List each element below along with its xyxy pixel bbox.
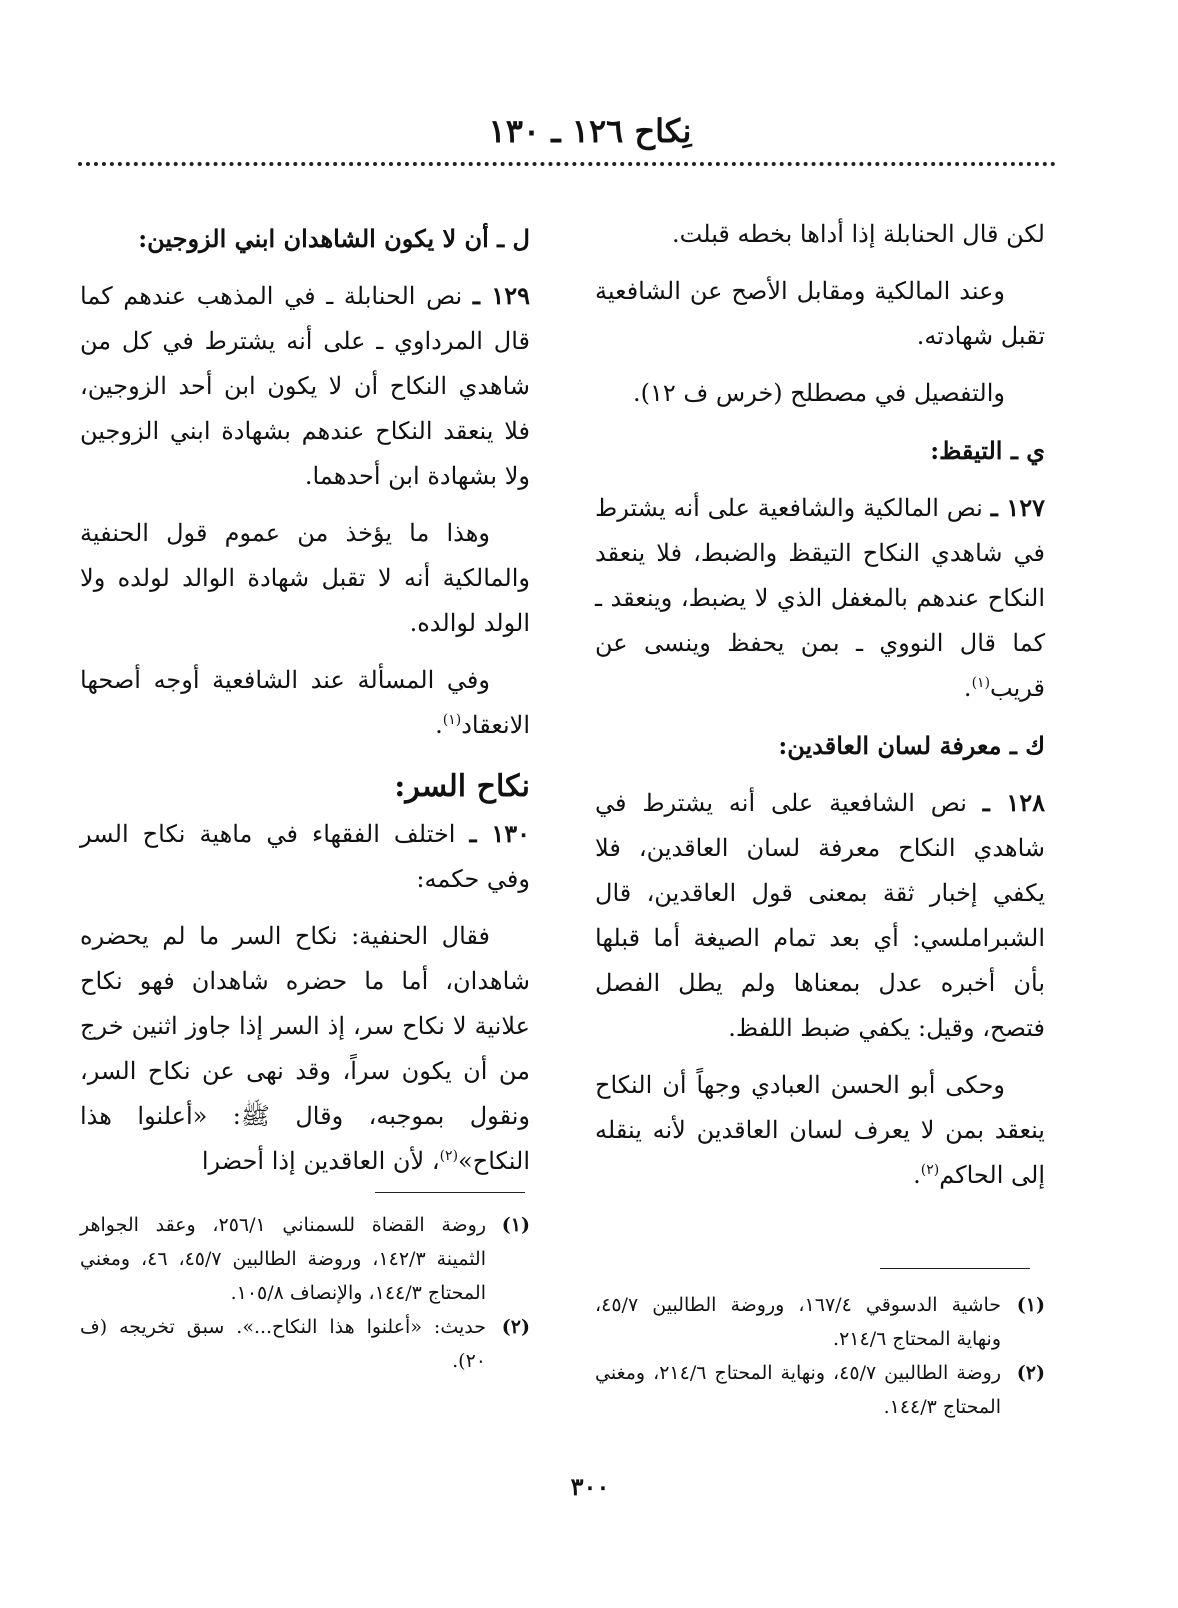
page-number: ٣٠٠ [570,1472,610,1501]
footnote-text: روضة القضاة للسمناني ٢٥٦/١، وعقد الجواهر الثمينة ١٤٢/٣، وروضة الطالبين ٤٥/٧، ٤٦، ومغني المحتاج ١٤٤/٣، والإنصاف ١٠٥/٨. [80,1214,487,1304]
paragraph-text: نص المالكية والشافعية على أنه يشترط في شاهدي النكاح التيقظ والضبط، فلا ينعقد النكاح عندهم بالمغفل الذي لا يضبط، وينعقد ـ كما قال النووي ـ بمن يحفظ وينسى عن قريب [595,494,1045,702]
left-column [80,212,530,1196]
section-heading-vigilance: ي ـ التيقظ: [930,436,1045,465]
footnote [80,1310,530,1378]
paragraph-129 [80,273,530,499]
paragraph: لكن قال الحنابلة إذا أداها بخطه قبلت. [672,220,1045,248]
paragraph-text: اختلف الفقهاء في ماهية نكاح السر وفي حكمه: [80,820,530,893]
section-heading-sons: ل ـ أن لا يكون الشاهدان ابني الزوجين: [138,224,530,253]
section-heading-language: ك ـ معرفة لسان العاقدين: [778,731,1045,760]
paragraph-text: فقال الحنفية: نكاح السر ما لم يحضره شاهدان، أما ما حضره شاهدان فهو نكاح علانية لا نكاح سر، إذ السر إذا جاوز اثنين خرج من أن يكون سراً، وقد نهى عن نكاح السر، ونقول بموجبه، وقال ﷺ: «أعلنوا هذا النكاح» [80,922,530,1175]
footnote [595,1288,1045,1356]
footnote-number: (١) [1016,1294,1045,1316]
header-dotted-rule [78,162,1056,166]
paragraph-number: ١٣٠ ـ [469,819,530,848]
footnotes-left [80,1208,530,1378]
paragraph-number: ١٢٧ ـ [990,493,1046,522]
paragraph-number: ١٢٩ ـ [472,281,530,310]
paragraph-130 [80,811,530,902]
footnote-text: حاشية الدسوقي ١٦٧/٤، وروضة الطالبين ٤٥/٧، ونهاية المحتاج ٢١٤/٦. [595,1294,1001,1350]
footnote-ref: (٢) [920,1162,940,1178]
footnote-text: روضة الطالبين ٤٥/٧، ونهاية المحتاج ٢١٤/٦، ومغني المحتاج ١٤٤/٣. [595,1362,1002,1418]
paragraph-text: وحكى أبو الحسن العبادي وجهاً أن النكاح ينعقد بمن لا يعرف لسان العاقدين لأنه ينقله إلى الحاكم [595,1071,1045,1189]
footnote-number: (٢) [1016,1362,1045,1384]
footnote-number: (٢) [501,1316,530,1338]
footnote-rule-left [375,1192,525,1193]
footnote-number: (١) [501,1214,530,1236]
right-column [595,212,1045,1210]
paragraph-text: نص الحنابلة ـ في المذهب عندهم كما قال المرداوي ـ على أنه يشترط في كل من شاهدي النكاح أن لا يكون ابن أحد الزوجين، فلا ينعقد النكاح عندهم بشهادة ابني الزوجين ولا بشهادة ابن أحدهما. [80,282,530,490]
footnote [80,1208,530,1310]
footnote-rule-right [880,1268,1030,1269]
paragraph: وهذا ما يؤخذ من عموم قول الحنفية والمالكية أنه لا تقبل شهادة الوالد لولده ولا الولد لوالده. [80,519,530,637]
footnote [595,1356,1045,1424]
paragraph-128 [595,780,1045,1051]
footnotes-right [595,1288,1045,1424]
paragraph [80,914,530,1184]
paragraph: وحكى أبو الحسن العبادي وجهاً أن النكاح ينعقد بمن لا يعرف لسان العاقدين لأنه ينقله إلى الحاكم$^{(٢)}$. [595,1071,1045,1189]
paragraph-127: ١٢٧ ـ نص المالكية والشافعية على أنه يشترط في شاهدي النكاح التيقظ والضبط، فلا ينعقد النكاح عندهم بالمغفل الذي لا يضبط، وينعقد ـ كما قال النووي ـ بمن يحفظ وينسى عن قريب$^{(١)}$. [595,493,1046,702]
paragraph-text: ، لأن العاقدين إذا أحضرا [201,1147,440,1175]
footnote-ref: (١) [442,712,462,728]
paragraph-number: ١٢٨ ـ [982,788,1045,817]
footnote-text: حديث: «أعلنوا هذا النكاح...». سبق تخريجه (ف ٢٠). [80,1316,486,1372]
paragraph-text: نص الشافعية على أنه يشترط في شاهدي النكاح معرفة لسان العاقدين، فلا يكفي إخبار ثقة بمعنى قول العاقدين، قال الشبراملسي: أي بعد تمام الصيغة أما قبلها بأن أخبره عدل بمعناها ولم يطل الفصل فتصح، وقيل: يكفي ضبط اللفظ. [595,789,1045,1042]
paragraph: وعند المالكية ومقابل الأصح عن الشافعية تقبل شهادته. [595,277,1045,350]
paragraph: والتفصيل في مصطلح (خرس ف ١٢). [633,379,1005,407]
paragraph-text: وفي المسألة عند الشافعية أوجه أصحها الانعقاد [80,666,530,739]
footnote-ref: (٢) [439,1148,459,1164]
section-heading-secret-marriage: نكاح السر: [394,769,530,804]
paragraph: وفي المسألة عند الشافعية أوجه أصحها الانعقاد$^{(١)}$. [80,666,530,739]
running-header: نِكاح ١٢٦ ـ ١٣٠ [488,112,692,150]
footnote-ref: (١) [971,675,991,691]
